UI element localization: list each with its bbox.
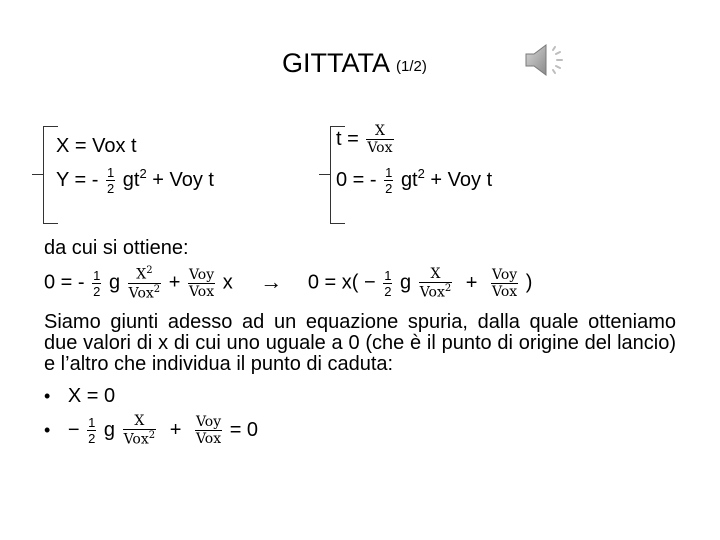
- explanation-paragraph: Siamo giunti adesso ad un equazione spuria, dalla quale otteniamo due valori di x di cui uno uguale a 0 (che è il punto di origine del lancio) e l’altro che individua il punto di caduta:: [44, 311, 676, 375]
- fraction-denominator: Vox$^2$: [123, 430, 156, 448]
- fraction-numerator: X: [134, 413, 145, 429]
- fraction-numerator: X: [374, 123, 385, 139]
- left-system-bracket-tick: [32, 174, 44, 175]
- bullet-dot-icon: •: [44, 419, 51, 440]
- equation-zero: [336, 166, 492, 195]
- equation-x: X = Vox t: [56, 135, 137, 157]
- fraction-denominator: 2: [385, 181, 393, 197]
- plus-sign: +: [169, 418, 182, 441]
- fraction-numerator: Voy: [188, 266, 215, 283]
- half-fraction: [87, 416, 96, 445]
- factored-lhs: 0 = x(: [307, 271, 359, 294]
- bullet-text: X = 0: [67, 385, 116, 407]
- g-symbol: g: [103, 418, 116, 441]
- intro-text: da cui si ottiene:: [44, 237, 189, 259]
- equation-y: [56, 166, 214, 195]
- voy-over-vox-fraction: [195, 415, 222, 446]
- g-symbol: g: [108, 271, 121, 294]
- plus-sign: +: [168, 271, 181, 294]
- x-variable: x: [222, 271, 233, 294]
- equation-t-lhs: t =: [336, 127, 359, 150]
- plus-sign: +: [465, 271, 478, 294]
- gt-term: gt: [122, 168, 140, 191]
- half-fraction: [106, 166, 115, 195]
- fraction-numerator: $X^2$: [136, 265, 153, 283]
- half-fraction: [92, 269, 101, 298]
- bullet-dot-icon: •: [44, 386, 51, 406]
- voy-over-vox-fraction: [491, 268, 518, 299]
- right-arrow-icon: →: [260, 268, 283, 294]
- x-over-vox2-fraction: [419, 267, 453, 300]
- fraction-numerator: 1: [384, 267, 392, 283]
- speaker-icon[interactable]: [522, 42, 572, 78]
- fraction-numerator: Voy: [195, 413, 222, 430]
- fraction-denominator: 2: [93, 283, 101, 299]
- equation-zero-lhs: 0 = -: [336, 168, 377, 191]
- fraction-numerator: 1: [107, 165, 115, 180]
- right-system-bracket-tick: [319, 174, 331, 175]
- fraction-numerator: 1: [93, 267, 101, 283]
- fraction-denominator: Vox$^2$: [419, 283, 452, 301]
- fraction-denominator: 2: [107, 181, 115, 197]
- slide-title: [282, 48, 427, 79]
- fraction-denominator: Vox: [492, 283, 518, 300]
- fraction-numerator: 1: [88, 414, 96, 430]
- half-fraction: [384, 166, 393, 195]
- equation-t: [336, 124, 396, 155]
- slide-title-suffix: (1/2): [396, 58, 427, 75]
- equation-y-rest: + Voy t: [152, 168, 214, 191]
- fraction-denominator: Vox: [188, 283, 215, 300]
- voy-over-vox-fraction: [188, 268, 215, 299]
- bullet-item-1: [44, 386, 115, 406]
- equation-y-lhs: Y = -: [56, 168, 99, 191]
- fraction-denominator: Vox: [195, 431, 222, 448]
- fraction-numerator: X: [430, 265, 441, 282]
- fraction-denominator: 2: [384, 283, 392, 299]
- equals-zero: = 0: [229, 418, 259, 441]
- x2-over-vox2-fraction: [128, 266, 162, 301]
- half-fraction: [383, 269, 392, 298]
- minus-sign: −: [67, 418, 80, 441]
- fraction-denominator: 2: [88, 431, 96, 447]
- fraction-numerator: 1: [385, 165, 393, 180]
- derivation-lhs: 0 = -: [44, 271, 85, 294]
- derivation-line: [44, 266, 532, 301]
- equation-zero-rest: + Voy t: [430, 168, 493, 191]
- x-over-vox2-fraction: [123, 414, 157, 447]
- gt-exponent: 2: [417, 165, 425, 181]
- gt-term: gt: [400, 168, 418, 191]
- slide-title-text: GITTATA: [282, 48, 389, 78]
- fraction-denominator: Vox: [367, 140, 393, 157]
- g-symbol: g: [400, 271, 412, 294]
- close-paren: ): [525, 271, 533, 294]
- gt-exponent: 2: [139, 165, 147, 181]
- minus-sign: −: [363, 271, 376, 294]
- bullet-item-2: [44, 414, 258, 447]
- x-over-vox-fraction: [366, 124, 393, 155]
- fraction-denominator: Vox$^2$: [128, 283, 161, 302]
- fraction-numerator: Voy: [492, 266, 518, 283]
